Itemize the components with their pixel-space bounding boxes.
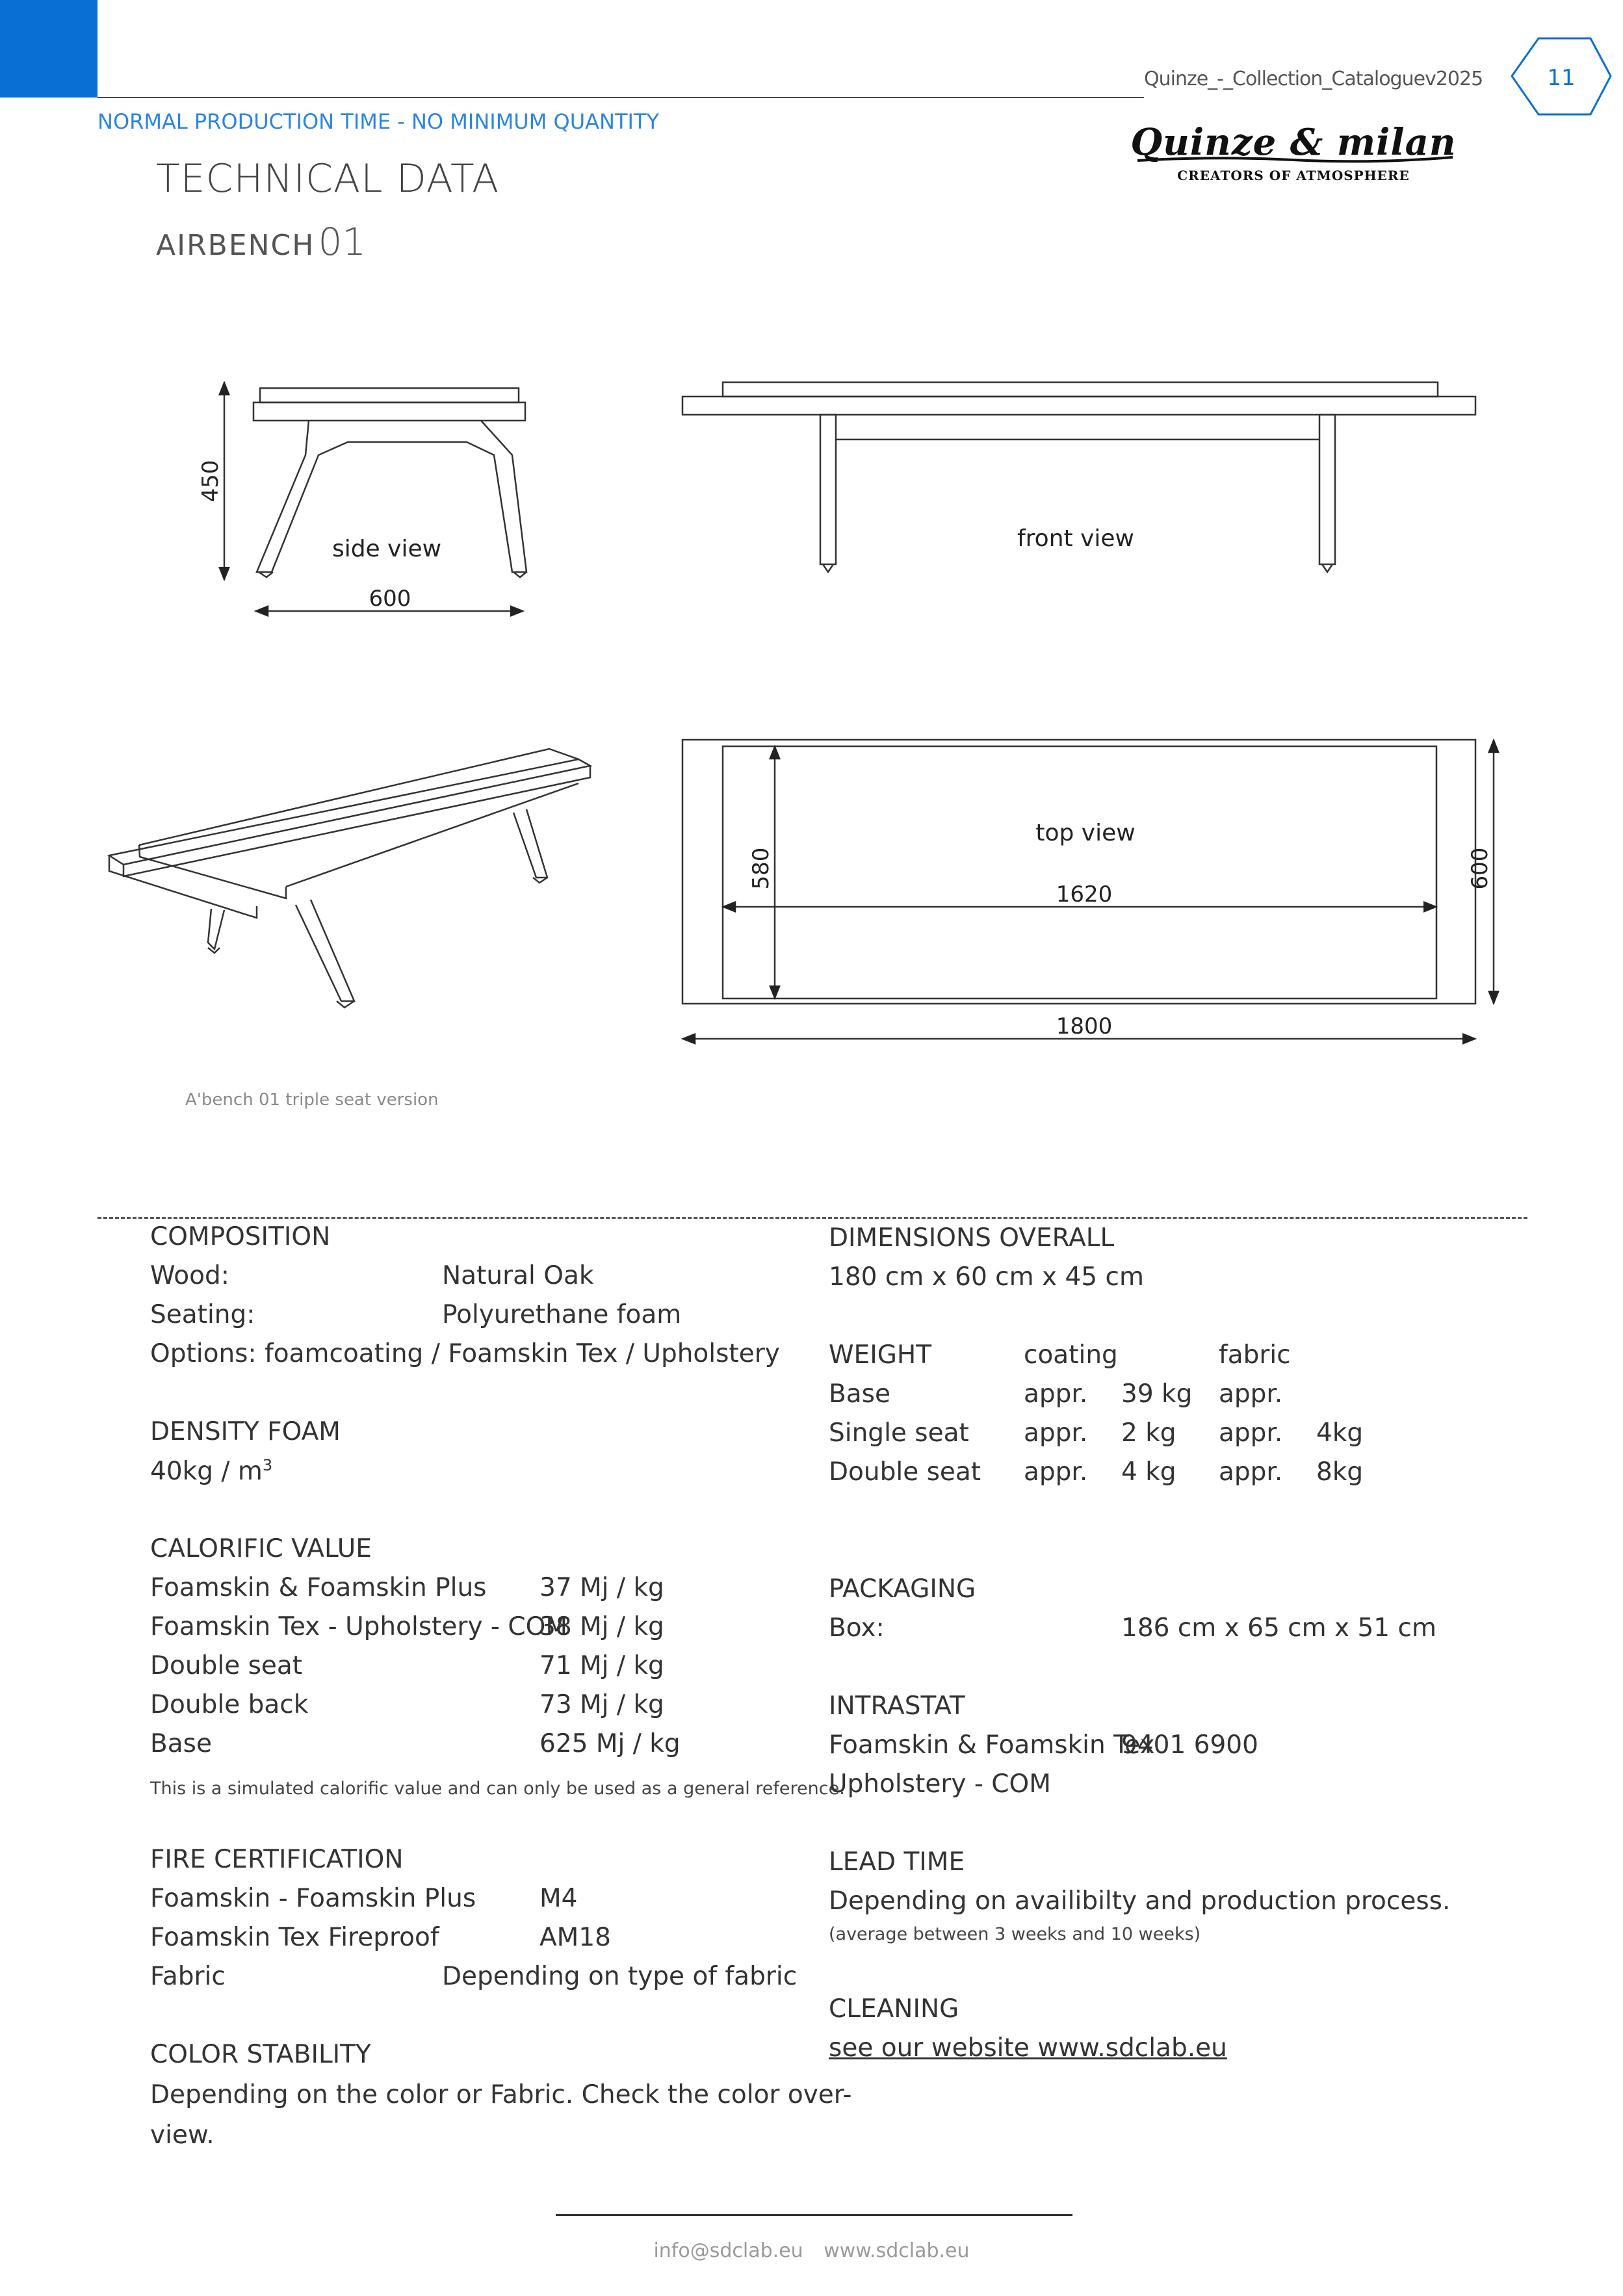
fire-row-label: Foamskin Tex Fireproof bbox=[150, 1923, 439, 1952]
weight-row-coating-value: 2 kg bbox=[1121, 1418, 1176, 1448]
top-outer-length-dimension: 1800 bbox=[1056, 1013, 1113, 1039]
weight-heading: WEIGHT bbox=[829, 1340, 932, 1370]
lead-time-text: Depending on availibilty and production process. bbox=[829, 1886, 1451, 1916]
calorific-row-label: Double back bbox=[150, 1690, 309, 1719]
weight-row-fabric-value: 4kg bbox=[1316, 1418, 1364, 1448]
svg-text:Quinze & milan: Quinze & milan bbox=[1130, 124, 1457, 164]
page-title: TECHNICAL DATA bbox=[156, 156, 500, 202]
perspective-view-drawing bbox=[109, 749, 590, 1008]
fire-row-value: AM18 bbox=[539, 1923, 611, 1952]
packaging-heading: PACKAGING bbox=[829, 1574, 976, 1604]
seating-label: Seating: bbox=[150, 1300, 255, 1329]
fire-row-label: Foamskin - Foamskin Plus bbox=[150, 1884, 476, 1913]
wood-value: Natural Oak bbox=[442, 1261, 594, 1290]
weight-row-label: Base bbox=[829, 1379, 890, 1409]
weight-col-coating: coating bbox=[1024, 1340, 1118, 1370]
weight-row-label: Single seat bbox=[829, 1418, 969, 1448]
side-view-drawing bbox=[224, 382, 526, 611]
composition-heading: COMPOSITION bbox=[150, 1222, 331, 1251]
density-exponent: 3 bbox=[262, 1456, 273, 1474]
calorific-row-value: 37 Mj / kg bbox=[539, 1573, 664, 1602]
weight-row-coating-value: 4 kg bbox=[1121, 1457, 1176, 1487]
website-link[interactable]: see our website www.sdclab.eu bbox=[829, 2033, 1227, 2063]
brand-tagline: CREATORS OF ATMOSPHERE bbox=[1177, 168, 1410, 183]
density-heading: DENSITY FOAM bbox=[150, 1417, 341, 1446]
weight-row-coating-prefix: appr. bbox=[1024, 1457, 1088, 1487]
weight-col-fabric: fabric bbox=[1219, 1340, 1291, 1370]
footer-contact bbox=[0, 2239, 1623, 2262]
lead-time-note: (average between 3 weeks and 10 weeks) bbox=[829, 1924, 1201, 1944]
packaging-value: 186 cm x 65 cm x 51 cm bbox=[1121, 1613, 1436, 1643]
weight-row-coating-prefix: appr. bbox=[1024, 1379, 1088, 1409]
weight-row-fabric-prefix: appr. bbox=[1219, 1418, 1283, 1448]
front-view-label: front view bbox=[1017, 525, 1134, 552]
header-rule bbox=[97, 97, 1144, 98]
calorific-row-value: 38 Mj / kg bbox=[539, 1612, 664, 1641]
intrastat-label: Foamskin & Foamskin Tex bbox=[829, 1730, 1155, 1760]
top-inner-length-dimension: 1620 bbox=[1056, 881, 1113, 907]
intrastat-heading: INTRASTAT bbox=[829, 1691, 965, 1721]
side-view-label: side view bbox=[331, 536, 442, 562]
calorific-row-label: Foamskin & Foamskin Plus bbox=[150, 1573, 487, 1602]
seating-value: Polyurethane foam bbox=[442, 1300, 682, 1329]
color-stability-text: Depending on the color or Fabric. Check the color over- bbox=[150, 2080, 852, 2109]
footer-website[interactable]: www.sdclab.eu bbox=[824, 2239, 970, 2262]
model-number: 01 bbox=[318, 220, 367, 264]
dimensions-heading: DIMENSIONS OVERALL bbox=[829, 1223, 1115, 1253]
calorific-row-value: 73 Mj / kg bbox=[539, 1690, 664, 1719]
weight-row-fabric-value: 8kg bbox=[1316, 1457, 1364, 1487]
corner-accent-block bbox=[0, 0, 97, 98]
side-height-dimension: 450 bbox=[198, 460, 224, 502]
fire-row-label: Fabric bbox=[150, 1962, 226, 1991]
page-number: 11 bbox=[1547, 65, 1576, 91]
calorific-heading: CALORIFIC VALUE bbox=[150, 1534, 372, 1563]
cleaning-heading: CLEANING bbox=[829, 1994, 959, 2024]
footer-rule bbox=[556, 2214, 1072, 2216]
calorific-row-value: 625 Mj / kg bbox=[539, 1729, 681, 1758]
fire-row-value: M4 bbox=[539, 1884, 578, 1913]
model-name: AIRBENCH bbox=[156, 229, 315, 262]
drawing-caption: A'bench 01 triple seat version bbox=[185, 1090, 439, 1110]
weight-row-label: Double seat bbox=[829, 1457, 981, 1487]
weight-row-coating-value: 39 kg bbox=[1121, 1379, 1193, 1409]
weight-row-fabric-prefix: appr. bbox=[1219, 1379, 1283, 1409]
footer-email[interactable]: info@sdclab.eu bbox=[653, 2239, 803, 2262]
calorific-note: This is a simulated calorific value and can only be used as a general reference. bbox=[150, 1779, 845, 1799]
wood-label: Wood: bbox=[150, 1261, 229, 1290]
intrastat-label-2: Upholstery - COM bbox=[829, 1769, 1051, 1799]
lead-time-heading: LEAD TIME bbox=[829, 1847, 965, 1877]
side-width-dimension: 600 bbox=[369, 586, 411, 612]
calorific-row-value: 71 Mj / kg bbox=[539, 1651, 664, 1680]
technical-drawings bbox=[0, 312, 1623, 1157]
calorific-row-label: Foamskin Tex - Upholstery - COM bbox=[150, 1612, 567, 1641]
document-name: Quinze_-_Collection_Cataloguev2025 bbox=[1144, 68, 1483, 90]
weight-row-fabric-prefix: appr. bbox=[1219, 1457, 1283, 1487]
color-stability-heading: COLOR STABILITY bbox=[150, 2040, 371, 2069]
fire-heading: FIRE CERTIFICATION bbox=[150, 1845, 404, 1874]
calorific-row-label: Double seat bbox=[150, 1651, 303, 1680]
model-title bbox=[156, 220, 366, 264]
color-stability-text-cont: view. bbox=[150, 2120, 214, 2150]
packaging-label: Box: bbox=[829, 1613, 885, 1643]
dimensions-value: 180 cm x 60 cm x 45 cm bbox=[829, 1262, 1144, 1292]
options-text: Options: foamcoating / Foamskin Tex / Upholstery bbox=[150, 1339, 780, 1368]
density-value bbox=[150, 1456, 272, 1487]
top-outer-width-dimension: 600 bbox=[1467, 847, 1493, 890]
calorific-row-label: Base bbox=[150, 1729, 212, 1758]
weight-row-coating-prefix: appr. bbox=[1024, 1418, 1088, 1448]
top-view-label: top view bbox=[1035, 820, 1136, 846]
intrastat-code: 9401 6900 bbox=[1121, 1730, 1258, 1760]
section-divider bbox=[97, 1217, 1527, 1219]
fire-row-value: Depending on type of fabric bbox=[442, 1962, 798, 1991]
production-tagline: NORMAL PRODUCTION TIME - NO MINIMUM QUANTITY bbox=[97, 109, 660, 134]
density-number: 40kg / m bbox=[150, 1457, 263, 1486]
top-inner-width-dimension: 580 bbox=[748, 847, 774, 890]
